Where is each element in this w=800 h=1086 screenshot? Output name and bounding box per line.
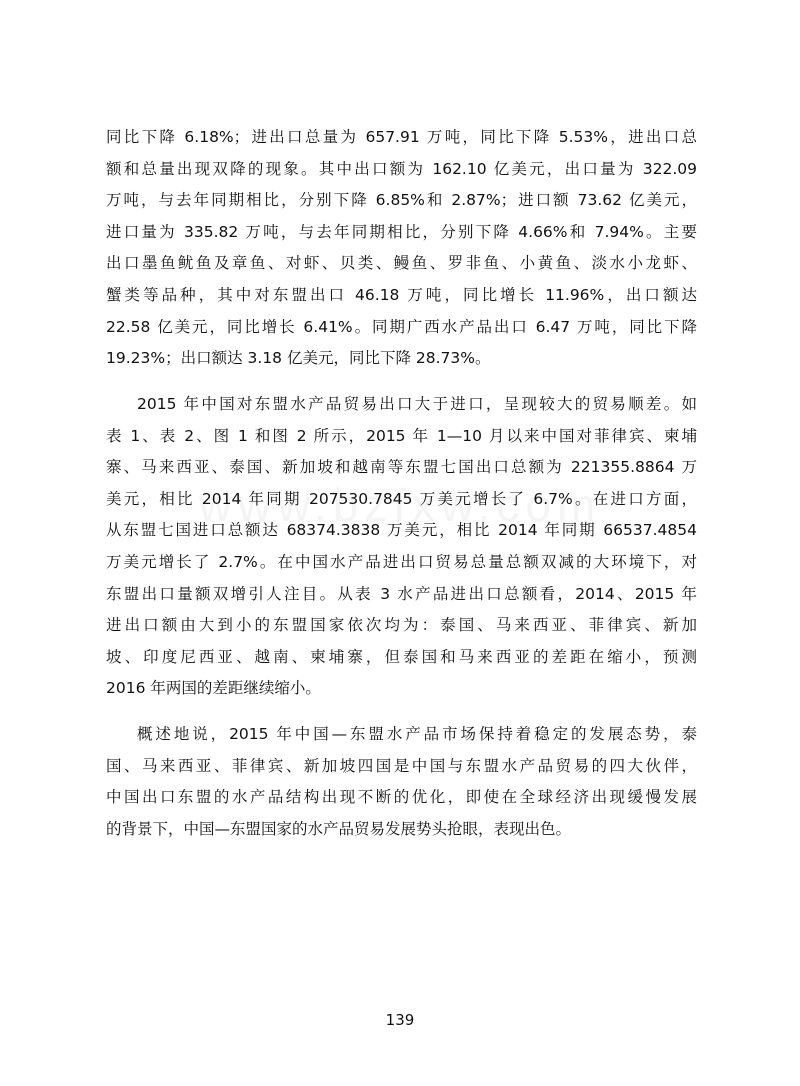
text-line: 从东盟七国进口总额达 68374.3838 万美元，相比 2014 年同期 66537.4854 bbox=[106, 521, 697, 540]
text-line: 表 1、表 2、图 1 和图 2 所示，2015 年 1—10 月以来中国对菲律宾、柬埔 bbox=[106, 426, 697, 445]
paragraph-1 bbox=[106, 122, 697, 375]
text-line: 中国出口东盟的水产品结构出现不断的优化，即使在全球经济出现缓慢发展 bbox=[106, 788, 697, 807]
paragraph-3 bbox=[106, 719, 697, 845]
text-line: 万吨，与去年同期相比，分别下降 6.85%和 2.87%；进口额 73.62 亿美元， bbox=[106, 191, 697, 210]
text-line: 蟹类等品种，其中对东盟出口 46.18 万吨，同比增长 11.96%，出口额达 bbox=[106, 285, 697, 304]
text-line: 进口量为 335.82 万吨，与去年同期相比，分别下降 4.66%和 7.94%。主要 bbox=[106, 222, 697, 241]
text-line: 2016 年两国的差距继续缩小。 bbox=[106, 679, 321, 698]
page-number: 139 bbox=[385, 1011, 415, 1029]
text-line: 的背景下，中国—东盟国家的水产品贸易发展势头抢眼，表现出色。 bbox=[106, 819, 572, 838]
text-line: 19.23%；出口额达 3.18 亿美元，同比下降 28.73%。 bbox=[106, 349, 491, 368]
text-line: 2015 年中国对东盟水产品贸易出口大于进口，呈现较大的贸易顺差。如 bbox=[137, 395, 697, 413]
text-line: 进出口额由大到小的东盟国家依次均为：泰国、马来西亚、菲律宾、新加 bbox=[106, 616, 697, 635]
text-line: 概述地说，2015 年中国—东盟水产品市场保持着稳定的发展态势，泰 bbox=[137, 725, 697, 743]
text-line: 国、马来西亚、菲律宾、新加坡四国是中国与东盟水产品贸易的四大伙伴， bbox=[106, 756, 697, 775]
text-line: 美元，相比 2014 年同期 207530.7845 万美元增长了 6.7%。在进口方面， bbox=[106, 489, 697, 508]
text-line: 坡、印度尼西亚、越南、柬埔寨，但泰国和马来西亚的差距在缩小，预测 bbox=[106, 647, 697, 666]
text-line: 万美元增长了 2.7%。在中国水产品进出口贸易总量总额双减的大环境下，对 bbox=[106, 552, 697, 571]
text-line: 22.58 亿美元，同比增长 6.41%。同期广西水产品出口 6.47 万吨，同比下降 bbox=[106, 317, 697, 336]
text-line: 额和总量出现双降的现象。其中出口额为 162.10 亿美元，出口量为 322.09 bbox=[106, 159, 697, 178]
text-line: 寨、马来西亚、泰国、新加坡和越南等东盟七国出口总额为 221355.8864 万 bbox=[106, 458, 697, 477]
text-line: 东盟出口量额双增引人注目。从表 3 水产品进出口总额看，2014、2015 年 bbox=[106, 584, 697, 603]
paragraph-2 bbox=[106, 389, 697, 705]
text-line: 同比下降 6.18%；进出口总量为 657.91 万吨，同比下降 5.53%，进出口总 bbox=[106, 128, 697, 146]
text-line: 出口墨鱼鱿鱼及章鱼、对虾、贝类、鳗鱼、罗非鱼、小黄鱼、淡水小龙虾、 bbox=[106, 254, 697, 273]
